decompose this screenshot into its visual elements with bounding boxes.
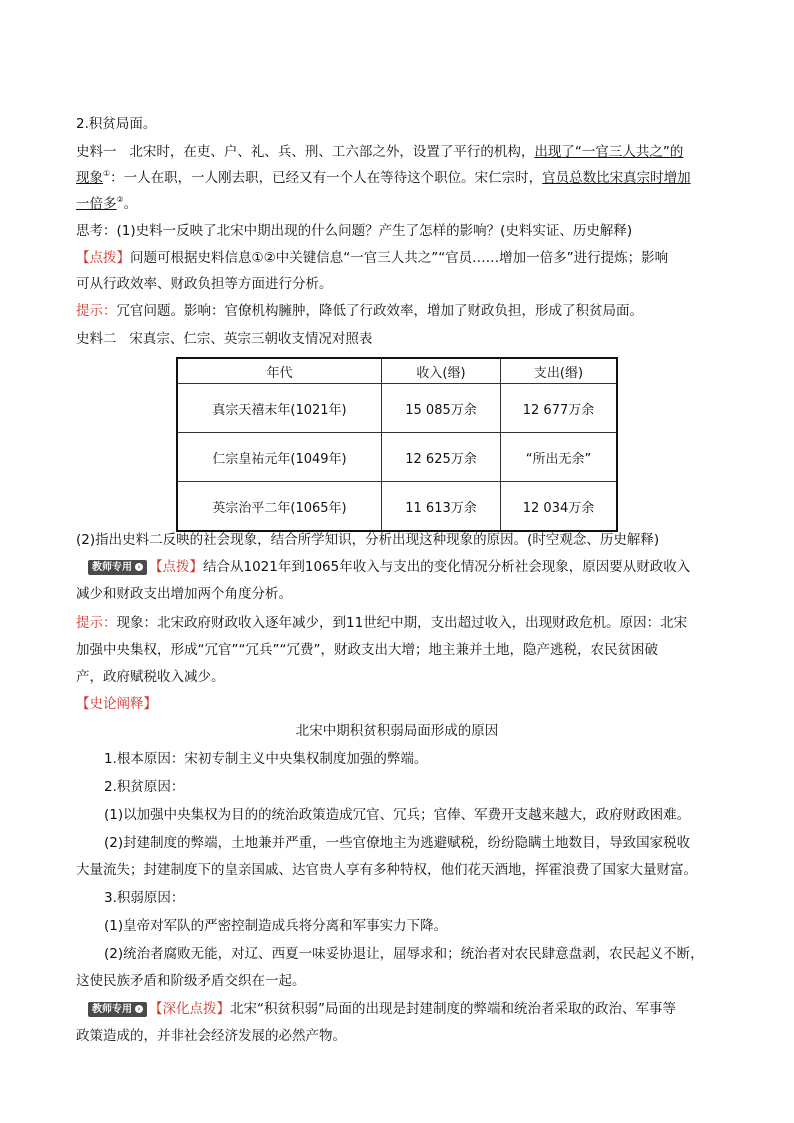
analysis-p3-1: (1)皇帝对军队的严密控制造成兵将分离和军事实力下降。 (104, 918, 448, 934)
table-row (177, 482, 617, 532)
table-cell: 英宗治平二年(1065年) (177, 482, 382, 532)
analysis-label: 【史论阐释】 (76, 696, 157, 712)
teacher-only-badge (88, 1002, 147, 1017)
arrow-icon: › (135, 563, 143, 571)
arrow-icon: › (135, 1005, 143, 1013)
hint-label: 提示： (76, 615, 117, 631)
tip-label: 【点拨】 (76, 250, 130, 266)
hint2-line1 (76, 614, 722, 632)
table-row (177, 433, 617, 482)
material2-label: 史料二 (76, 331, 117, 347)
badge-label: 教师专用 (92, 1003, 132, 1015)
analysis-p3: 3.积弱原因： (104, 890, 185, 906)
material1-line3 (76, 195, 722, 213)
material1-text: ：一人在职，一人刚去职，已经又有一个人在等待这个职位。宋仁宗时， (110, 170, 543, 186)
table-title: 宋真宗、仁宗、英宗三朝收支情况对照表 (129, 331, 373, 347)
tip-text: 问题可根据史料信息①②中关键信息“一官三人共之”“官员……增加一倍多”进行提炼；影响 (130, 250, 669, 266)
material1-underline: 现象 (76, 170, 103, 186)
table-cell: 仁宗皇祐元年(1049年) (177, 433, 382, 482)
table-cell: 12 677万余 (501, 384, 618, 433)
material1-line1 (76, 143, 722, 161)
footnote-mark: ② (116, 195, 124, 204)
analysis-p2-2a: (2)封建制度的弊端，土地兼并严重，一些官僚地主为逃避赋税，纷纷隐瞒土地数目，导致国家税收 (104, 835, 691, 851)
material1-underline: 一倍多 (76, 196, 117, 212)
table-cell: 12 625万余 (382, 433, 501, 482)
analysis-p2: 2.积贫原因： (104, 779, 185, 795)
analysis-p1: 1.根本原因：宋初专制主义中央集权制度加强的弊端。 (104, 751, 428, 767)
table-header: 支出(缗) (501, 358, 618, 384)
analysis-p2-1: (1)以加强中央集权为目的的统治政策造成冗官、冗兵；官俸、军费开支越来越大，政府财政困难。 (104, 807, 691, 823)
hint2-line2: 加强中央集权，形成“冗官”“冗兵”“冗费”，财政支出大增；地主兼并土地，隐产逃税，农民贫困破 (76, 642, 658, 658)
revenue-table (176, 357, 618, 532)
deep-label: 【深化点拨】 (149, 1001, 230, 1017)
hint-text: 现象：北宋政府财政收入逐年减少，到11世纪中期，支出超过收入，出现财政危机。原因：北宋 (116, 615, 688, 631)
material2-line (76, 330, 722, 348)
material1-label: 史料一 (76, 144, 117, 160)
analysis-title: 北宋中期积贫积弱局面形成的原因 (295, 723, 499, 739)
badge-label: 教师专用 (92, 561, 132, 573)
teacher-only-badge (88, 560, 147, 575)
material1-text: 。 (123, 196, 138, 212)
table-cell: “所出无余” (501, 433, 618, 482)
material1-underline: 官员总数比宋真宗时增加 (542, 170, 691, 186)
question2: (2)指出史料二反映的社会现象，结合所学知识，分析出现这种现象的原因。(时空观念、历史解释) (76, 532, 660, 548)
table-header-row (177, 358, 617, 384)
material1-line2 (76, 169, 722, 187)
analysis-p3-2a: (2)统治者腐败无能，对辽、西夏一味妥协退让，屈辱求和；统治者对农民肆意盘剥，农民起义不断， (104, 946, 704, 962)
analysis-p2-2b: 大量流失；封建制度下的皇亲国戚、达官贵人享有多种特权，他们花天酒地，挥霍浪费了国家大量财富。 (76, 862, 697, 878)
table-cell: 12 034万余 (501, 482, 618, 532)
tip2-line1 (88, 558, 734, 576)
deep-text: 北宋“积贫积弱”局面的出现是封建制度的弊端和统治者采取的政治、军事等 (230, 1001, 676, 1017)
tip1-line1 (76, 249, 722, 267)
hint1 (76, 302, 722, 320)
tip2-line2: 减少和财政支出增加两个角度分析。 (76, 586, 292, 602)
table-cell: 15 085万余 (382, 384, 501, 433)
section-title: 2.积贫局面。 (76, 116, 157, 132)
tip1-line2: 可从行政效率、财政负担等方面进行分析。 (76, 276, 333, 292)
table-header: 收入(缗) (382, 358, 501, 384)
tip-text: 结合从1021年到1065年收入与支出的变化情况分析社会现象，原因要从财政收入 (203, 559, 691, 575)
footnote-mark: ① (103, 169, 111, 178)
material1-underline: 出现了“一官三人共之”的 (534, 144, 684, 160)
tip-label: 【点拨】 (149, 559, 203, 575)
material1-text: 北宋时，在吏、户、礼、兵、刑、工六部之外，设置了平行的机构， (129, 144, 535, 160)
table-cell: 11 613万余 (382, 482, 501, 532)
hint2-line3: 产，政府赋税收入减少。 (76, 669, 225, 685)
question1: 思考：(1)史料一反映了北宋中期出现的什么问题？产生了怎样的影响？(史料实证、历史解释) (76, 223, 633, 239)
table-cell: 真宗天禧末年(1021年) (177, 384, 382, 433)
hint-text: 冗官问题。影响：官僚机构臃肿，降低了行政效率，增加了财政负担，形成了积贫局面。 (116, 303, 643, 319)
table-row (177, 384, 617, 433)
analysis-p3-2b: 这使民族矛盾和阶级矛盾交织在一起。 (76, 973, 306, 989)
deep-line1 (88, 1000, 734, 1018)
hint-label: 提示： (76, 303, 117, 319)
deep-line2: 政策造成的，并非社会经济发展的必然产物。 (76, 1028, 346, 1044)
table-header: 年代 (177, 358, 382, 384)
